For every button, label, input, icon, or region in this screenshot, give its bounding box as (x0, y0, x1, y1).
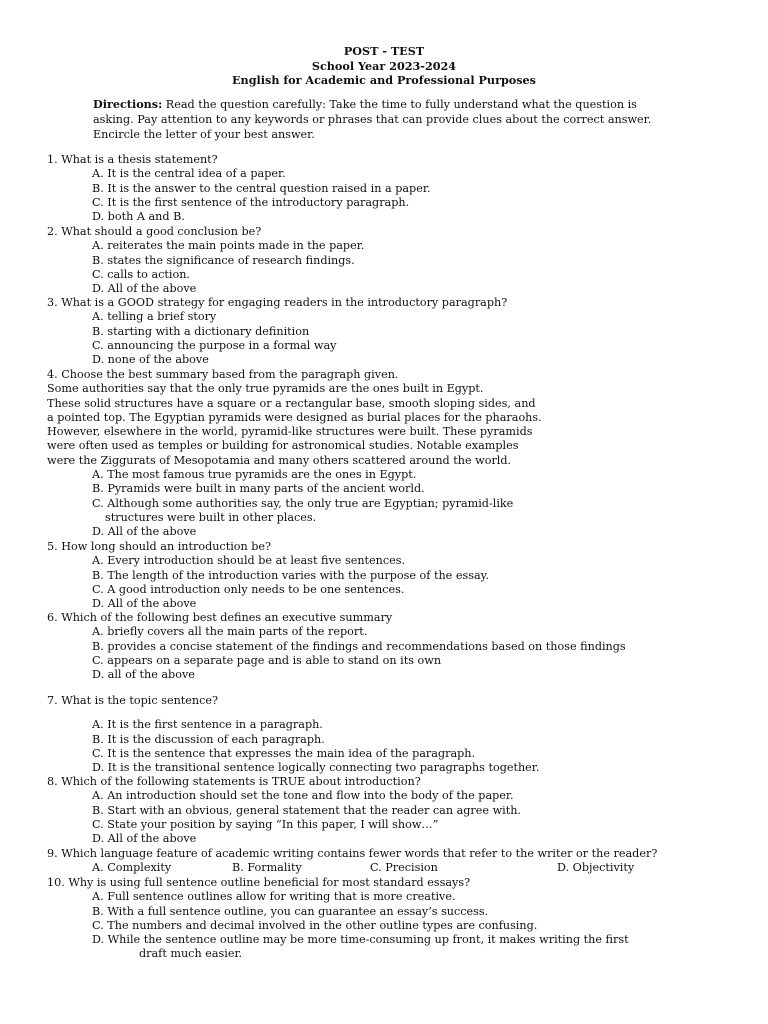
option-d[interactable]: D. none of the above (92, 353, 209, 367)
option-b[interactable]: B. Formality (232, 861, 302, 875)
option-a[interactable]: A. telling a brief story (92, 310, 217, 324)
test-title: POST - TEST (343, 44, 425, 58)
question-2 (47, 225, 747, 296)
option-d[interactable]: D. Objectivity (557, 861, 635, 875)
option-d[interactable]: D. All of the above (92, 525, 197, 539)
option-a[interactable]: A. Complexity (92, 861, 172, 875)
question-stem: 10. Why is using full sentence outline beneficial for most standard essays? (47, 876, 471, 889)
option-c-continuation: structures were built in other places. (105, 510, 317, 524)
question-stem: 8. Which of the following statements is TRUE about introduction? (47, 775, 421, 788)
option-d[interactable]: D. All of the above (92, 282, 197, 296)
question-10 (47, 876, 747, 962)
option-b[interactable]: B. With a full sentence outline, you can guarantee an essay’s success. (92, 904, 489, 918)
passage-line: were often used as temples or building for astronomical studies. Notable examples (47, 439, 519, 453)
option-d[interactable]: D. all of the above (92, 668, 195, 682)
question-stem: 9. Which language feature of academic writing contains fewer words that refer to the writer or the reader? (47, 847, 658, 860)
passage-line: a pointed top. The Egyptian pyramids were designed as burial places for the pharaohs. (47, 410, 542, 424)
option-c[interactable]: C. It is the first sentence of the introductory paragraph. (92, 195, 410, 209)
options-row (47, 861, 747, 875)
option-d[interactable]: D. All of the above (92, 597, 197, 611)
option-c[interactable]: C. It is the sentence that expresses the main idea of the paragraph. (92, 746, 476, 760)
question-stem: 7. What is the topic sentence? (47, 694, 218, 707)
option-c[interactable]: C. A good introduction only needs to be one sentences. (92, 582, 405, 596)
option-b[interactable]: B. provides a concise statement of the findings and recommendations based on those findings (92, 639, 626, 653)
question-stem: 5. How long should an introduction be? (47, 540, 272, 553)
option-d[interactable]: D. It is the transitional sentence logically connecting two paragraphs together. (92, 761, 540, 775)
option-b[interactable]: B. states the significance of research findings. (92, 253, 355, 267)
option-b[interactable]: B. Start with an obvious, general statement that the reader can agree with. (92, 803, 521, 817)
directions-line-2: asking. Pay attention to any keywords or phrases that can provide clues about the correct answer. (93, 113, 652, 126)
option-a[interactable]: A. It is the first sentence in a paragraph. (92, 718, 323, 732)
option-b[interactable]: B. It is the discussion of each paragraph. (92, 732, 325, 746)
directions (93, 97, 725, 142)
question-7 (47, 694, 747, 775)
school-year: School Year 2023-2024 (311, 58, 457, 73)
option-a[interactable]: A. An introduction should set the tone and flow into the body of the paper. (92, 789, 514, 803)
option-c-text: C. Although some authorities say, the only true are Egyptian; pyramid-like (92, 496, 514, 510)
subject-title: English for Academic and Professional Purposes (232, 73, 536, 87)
option-d-continuation: draft much easier. (139, 947, 243, 961)
option-b[interactable]: B. Pyramids were built in many parts of the ancient world. (92, 482, 425, 496)
question-1 (47, 153, 747, 224)
option-d[interactable]: D. both A and B. (92, 210, 185, 224)
passage-line: were the Ziggurats of Mesopotamia and many others scattered around the world. (47, 453, 512, 467)
option-c[interactable]: C. The numbers and decimal involved in the other outline types are confusing. (92, 918, 538, 932)
question-3 (47, 296, 747, 367)
option-c[interactable]: C. appears on a separate page and is able to stand on its own (92, 653, 442, 667)
question-8 (47, 775, 747, 846)
directions-line-3: Encircle the letter of your best answer. (93, 128, 315, 141)
passage-line: These solid structures have a square or a rectangular base, smooth sloping sides, and (47, 396, 536, 410)
option-b[interactable]: B. The length of the introduction varies with the purpose of the essay. (92, 568, 490, 582)
option-d[interactable] (47, 933, 747, 962)
directions-line-1: Read the question carefully: Take the time to fully understand what the question is (162, 98, 637, 111)
option-c[interactable]: C. State your position by saying “In this paper, I will show…” (92, 817, 439, 831)
option-a[interactable]: A. reiterates the main points made in the paper. (92, 239, 365, 253)
passage-line: Some authorities say that the only true pyramids are the ones built in Egypt. (47, 382, 484, 396)
question-4 (47, 368, 747, 540)
option-b[interactable]: B. It is the answer to the central question raised in a paper. (92, 181, 431, 195)
question-stem: 4. Choose the best summary based from the paragraph given. (47, 368, 399, 381)
option-c[interactable] (47, 497, 747, 526)
passage-line: However, elsewhere in the world, pyramid-like structures were built. These pyramids (47, 425, 533, 439)
option-b[interactable]: B. starting with a dictionary definition (92, 324, 310, 338)
option-a[interactable]: A. The most famous true pyramids are the ones in Egypt. (92, 468, 417, 482)
question-stem: 2. What should a good conclusion be? (47, 225, 262, 238)
question-stem: 6. Which of the following best defines an executive summary (47, 611, 393, 624)
question-9 (47, 847, 747, 876)
option-c[interactable]: C. announcing the purpose in a formal way (92, 338, 337, 352)
option-a[interactable]: A. Full sentence outlines allow for writing that is more creative. (92, 890, 456, 904)
option-c[interactable]: C. Precision (370, 861, 438, 875)
option-a[interactable]: A. Every introduction should be at least five sentences. (92, 554, 406, 568)
directions-label: Directions: (93, 97, 163, 111)
option-c[interactable]: C. calls to action. (92, 267, 190, 281)
question-6 (47, 611, 747, 682)
option-a[interactable]: A. It is the central idea of a paper. (92, 167, 286, 181)
option-d[interactable]: D. All of the above (92, 832, 197, 846)
option-a[interactable]: A. briefly covers all the main parts of the report. (92, 625, 368, 639)
question-5 (47, 540, 747, 611)
question-stem: 3. What is a GOOD strategy for engaging readers in the introductory paragraph? (47, 296, 508, 309)
question-stem: 1. What is a thesis statement? (47, 153, 218, 166)
option-d-text: D. While the sentence outline may be more time-consuming up front, it makes writing the first (92, 933, 629, 947)
document-header (0, 44, 768, 88)
